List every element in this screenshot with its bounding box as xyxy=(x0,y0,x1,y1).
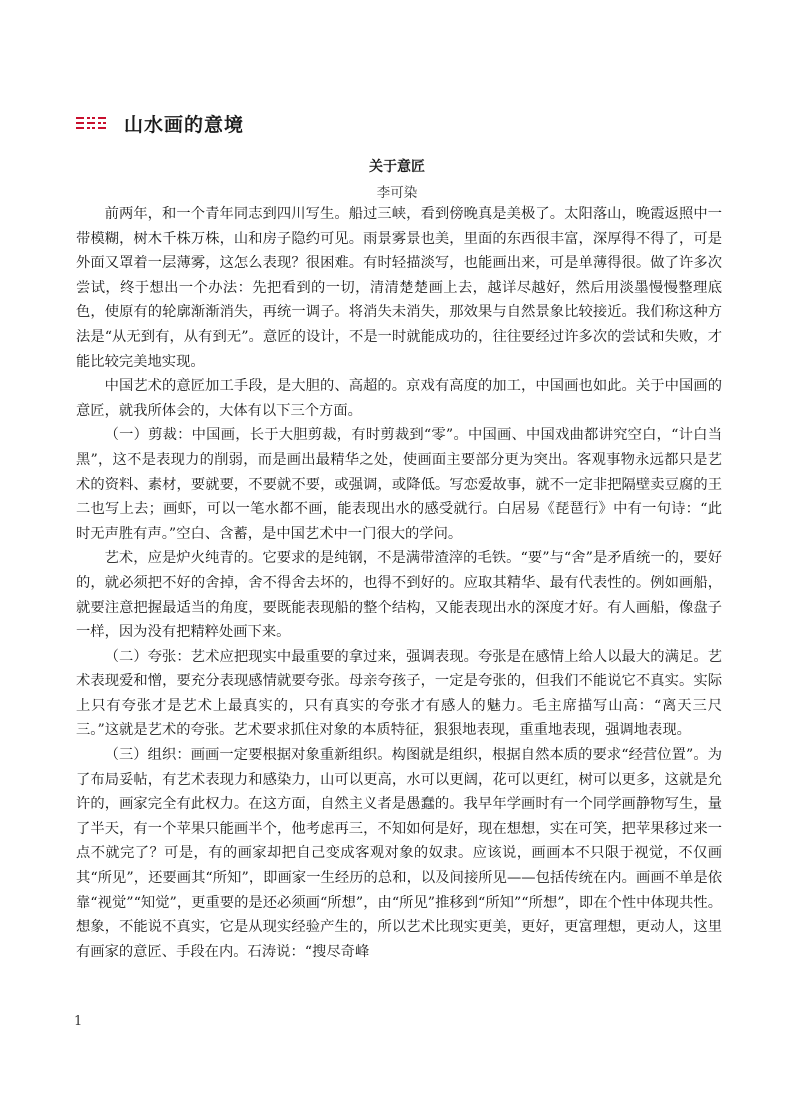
article-body xyxy=(76,202,722,964)
paragraph: （二）夸张：艺术应把现实中最重要的拿过来，强调表现。夸张是在感情上给人以最大的满足。艺术表现爱和憎，要充分表现感情就要夸张。母亲夸孩子，一定是夸张的，但我们不能说它不真实。实际上只有夸张才是艺术上最真实的，只有真实的夸张才有感人的魅力。毛主席描写山高：“离天三尺三。”这就是艺术的夸张。艺术要求抓住对象的本质特征，狠狠地表现，重重地表现，强调地表现。 xyxy=(76,648,722,739)
red-ornament-icon xyxy=(76,116,106,130)
article-title: 关于意匠 xyxy=(369,159,425,175)
paragraph: （一）剪裁：中国画，长于大胆剪裁，有时剪裁到“零”。中国画、中国戏曲都讲究空白，“计白当黑”，这不是表现力的削弱，而是画出最精华之处，使画面主要部分更为突出。客观事物永远都只是艺术的资料、素材，要就要，不要就不要，或强调，或降低。写恋爱故事，就不一定非把隔壁卖豆腐的王二也写上去；画虾，可以一笔水都不画，能表现出水的感受就行。白居易《琵琶行》中有一句诗：“此时无声胜有声。”空白、含蓄，是中国艺术中一门很大的学问。 xyxy=(76,427,722,542)
paragraph: 中国艺术的意匠加工手段，是大胆的、高超的。京戏有高度的加工，中国画也如此。关于中国画的意匠，就我所体会的，大体有以下三个方面。 xyxy=(76,378,722,419)
paragraph: 前两年，和一个青年同志到四川写生。船过三峡，看到傍晚真是美极了。太阳落山，晚霞返照中一带模糊，树木千株万株，山和房子隐约可见。雨景雾景也美，里面的东西很丰富，深厚得不得了，可是外面又罩着一层薄雾，这怎么表现？很困难。有时轻描淡写，也能画出来，可是单薄得很。做了许多次尝试，终于想出一个办法：先把看到的一切，清清楚楚画上去，越详尽越好，然后用淡墨慢慢整理底色，使原有的轮廓渐渐消失，再统一调子。将消失未消失，那效果与自然景象比较接近。我们称这种方法是“从无到有，从有到无”。意匠的设计，不是一时就能成功的，往往要经过许多次的尝试和失败，才能比较完美地实现。 xyxy=(76,206,722,370)
paragraph: （三）组织：画画一定要根据对象重新组织。构图就是组织，根据自然本质的要求“经营位置”。为了布局妥帖，有艺术表现力和感染力，山可以更高，水可以更阔，花可以更红，树可以更多，这就是允许的，画家完全有此权力。在这方面，自然主义者是愚蠢的。我早年学画时有一个同学画静物写生，量了半天，有一个苹果只能画半个，他考虑再三，不知如何是好，现在想想，实在可笑，把苹果移过来一点不就完了？可是，有的画家却把自己变成客观对象的奴隶。应该说，画画本不只限于视觉，不仅画其“所见”，还要画其“所知”，即画家一生经历的总和，以及间接所见——包括传统在内。画画不单是依靠“视觉”“知觉”，更重要的是还必须画“所想”，由“所见”推移到“所知”“所想”，即在个性中体现共性。想象，不能说不真实，它是从现实经验产生的，所以艺术比现实更美，更好，更富理想，更动人，这里有画家的意匠、手段在内。石涛说：“搜尽奇峰 xyxy=(76,747,722,960)
article-author: 李可染 xyxy=(376,185,418,201)
page-header xyxy=(76,108,244,138)
page-number: 1 xyxy=(74,1014,83,1029)
paragraph: 艺术，应是炉火纯青的。它要求的是纯钢，不是满带渣滓的毛铁。“要”与“舍”是矛盾统一的，要好的，就必须把不好的舍掉，舍不得舍去坏的，也得不到好的。应取其精华、最有代表性的。例如画船，就要注意把握最适当的角度，要既能表现船的整个结构，又能表现出水的深度才好。有人画船，像盘子一样，因为没有把精粹处画下来。 xyxy=(76,550,722,641)
section-title: 山水画的意境 xyxy=(124,113,245,136)
